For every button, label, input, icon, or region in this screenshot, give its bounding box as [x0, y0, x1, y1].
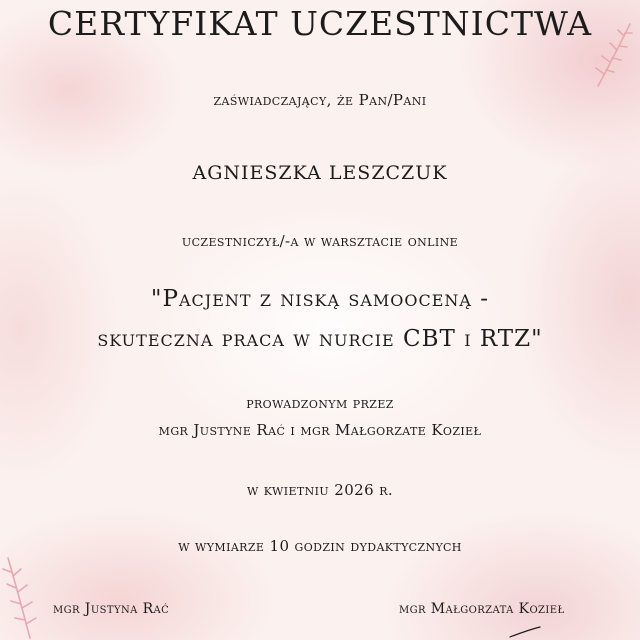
signature-stroke-icon	[508, 625, 542, 639]
workshop-title-line2: skuteczna praca w nurcie CBT i RTZ"	[97, 326, 543, 352]
workshop-title-line1: "Pacjent z niską samooceną -	[150, 286, 490, 312]
led-by-text: prowadzonym przez	[246, 394, 394, 412]
attestation-text: zaświadczający, że Pan/Pani	[213, 91, 427, 109]
date-text: w kwietniu 2026 r.	[246, 481, 394, 499]
leaders-text: mgr Justyne Rać i mgr Małgorzate Kozieł	[158, 421, 482, 439]
certificate-title: CERTYFIKAT UCZESTNICTWA	[47, 4, 593, 43]
signature-name-right: mgr Małgorzata Kozieł	[399, 601, 565, 617]
leaf-sprig-icon	[0, 552, 50, 640]
participation-text: uczestniczył/-a w warsztacie online	[181, 232, 459, 250]
signature-name-left: mgr Justyna Rać	[53, 601, 170, 617]
hours-text: w wymiarze 10 godzin dydaktycznych	[178, 537, 462, 555]
participant-name: AGNIESZKA LESZCZUK	[192, 162, 448, 184]
